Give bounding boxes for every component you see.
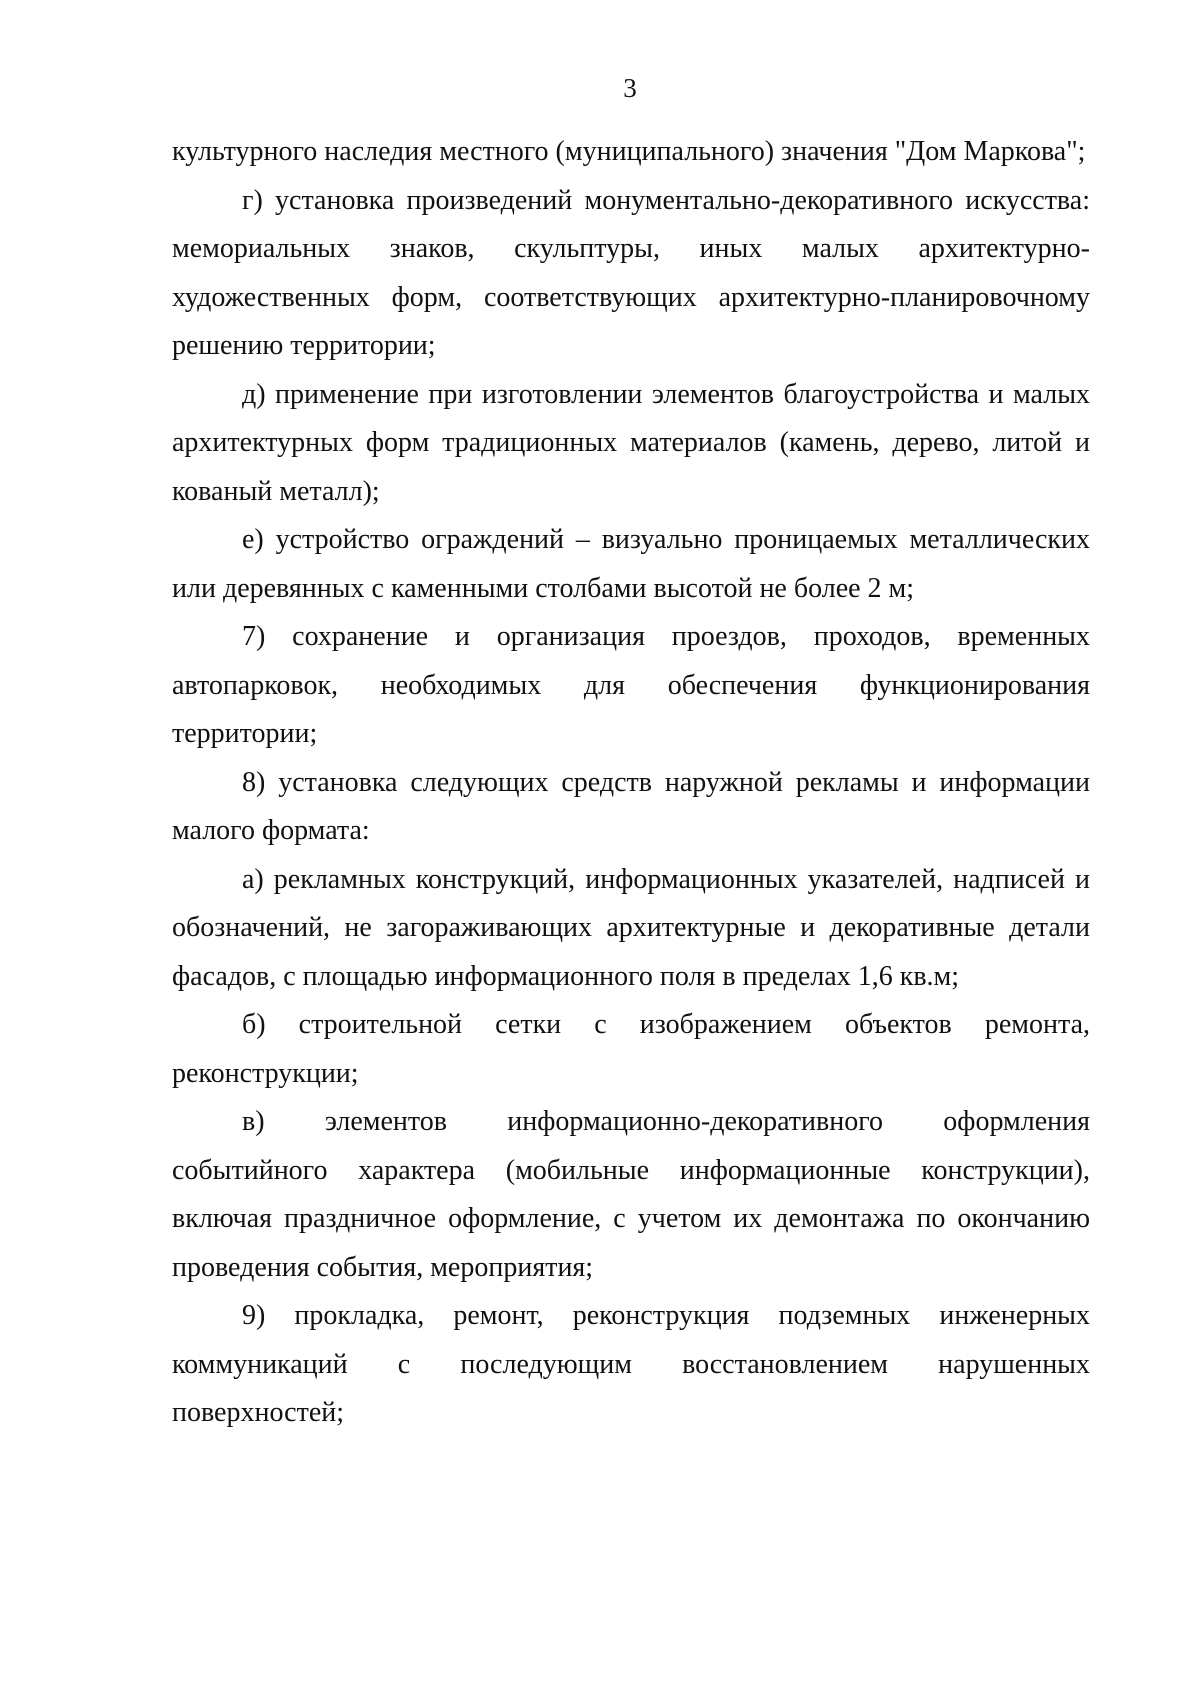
paragraph-item-7: 7) сохранение и организация проездов, проходов, временных автопарковок, необходимых для обеспечения функционирования территории;: [172, 621, 1090, 749]
document-body: [172, 128, 1090, 1438]
paragraph-heritage-continuation: культурного наследия местного (муниципального) значения "Дом Маркова";: [172, 136, 1086, 167]
paragraph-item-g: г) установка произведений монументально-декоративного искусства: мемориальных знаков, скульптуры, иных малых архитектурно-художественных форм, соответствующих архитектурно-планировочному решению территории;: [172, 184, 1090, 361]
paragraph-item-e: е) устройство ограждений – визуально проницаемых металлических или деревянных с каменными столбами высотой не более 2 м;: [172, 524, 1090, 604]
paragraph-item-8: 8) установка следующих средств наружной рекламы и информации малого формата:: [172, 766, 1090, 846]
paragraph-item-b: б) строительной сетки с изображением объектов ремонта, реконструкции;: [172, 1009, 1090, 1089]
paragraph-item-v: в) элементов информационно-декоративного оформления событийного характера (мобильные информационные конструкции), включая праздничное оформление, с учетом их демонтажа по окончанию проведения события, мероприятия;: [172, 1106, 1090, 1283]
page-number: 3: [623, 73, 637, 103]
paragraph-item-9: 9) прокладка, ремонт, реконструкция подземных инженерных коммуникаций с последующим восстановлением нарушенных поверхностей;: [172, 1300, 1090, 1428]
paragraph-item-d: д) применение при изготовлении элементов благоустройства и малых архитектурных форм традиционных материалов (камень, дерево, литой и кованый металл);: [172, 378, 1090, 507]
paragraph-item-a: а) рекламных конструкций, информационных указателей, надписей и обозначений, не загораживающих архитектурные и декоративные детали фасадов, с площадью информационного поля в пределах 1,6 кв.м;: [172, 863, 1090, 992]
